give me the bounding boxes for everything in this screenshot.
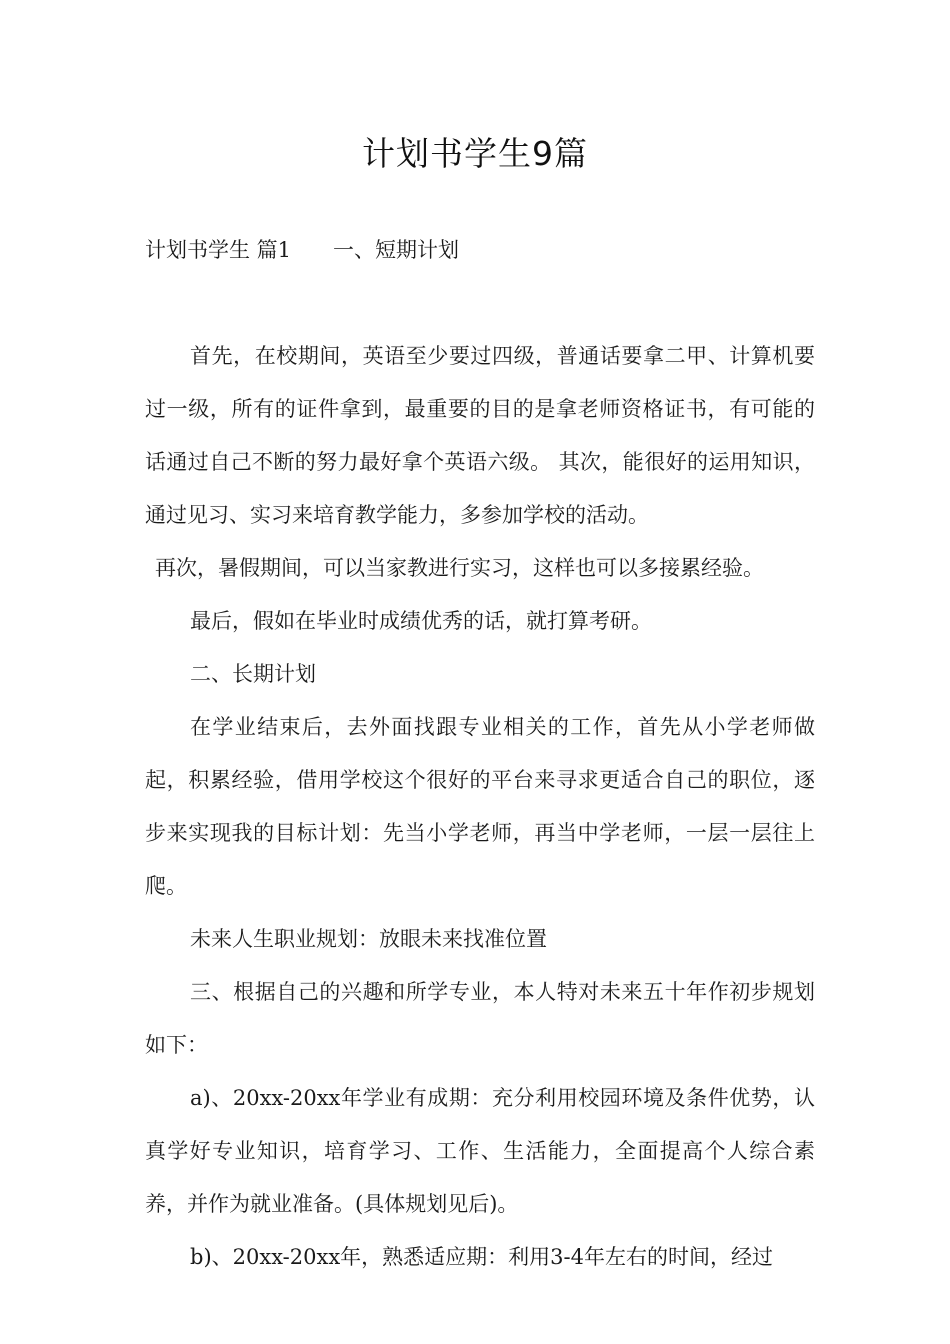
section-heading-line	[145, 233, 459, 267]
short-term-plan-heading: 一、短期计划	[333, 238, 460, 262]
document-body	[145, 330, 815, 1284]
paragraph-summer: 再次，暑假期间，可以当家教进行实习，这样也可以多接累经验。	[155, 556, 764, 580]
paragraph-goals: 首先，在校期间，英语至少要过四级，普通话要拿二甲、计算机要过一级，所有的证件拿到，最重要的目的是拿老师资格证书，有可能的话通过自己不断的努力最好拿个英语六级。 其次，能很好的运用知识，通过见习、实习来培育教学能力，多参加学校的活动。	[145, 344, 815, 527]
paragraph-graduate: 最后，假如在毕业时成绩优秀的话，就打算考研。	[190, 609, 652, 633]
document-title: 计划书学生9篇	[362, 134, 588, 173]
section-heading: 计划书学生 篇1	[145, 238, 292, 262]
paragraph-fifty-year-plan: 三、根据自己的兴趣和所学专业，本人特对未来五十年作初步规划如下：	[145, 980, 815, 1057]
paragraph-stage-a: a)、20xx-20xx年学业有成期：充分利用校园环境及条件优势，认真学好专业知识，培育学习、工作、生活能力，全面提高个人综合素养，并作为就业准备。(具体规划见后)。	[145, 1086, 815, 1216]
paragraph-career-path: 在学业结束后，去外面找跟专业相关的工作，首先从小学老师做起，积累经验，借用学校这个很好的平台来寻求更适合自己的职位，逐步来实现我的目标计划：先当小学老师，再当中学老师，一层一层往上爬。	[145, 715, 815, 898]
long-term-plan-heading: 二、长期计划	[190, 662, 316, 686]
career-planning-heading: 未来人生职业规划：放眼未来找准位置	[190, 927, 547, 951]
paragraph-stage-b: b)、20xx-20xx年，熟悉适应期：利用3-4年左右的时间，经过	[190, 1245, 773, 1269]
